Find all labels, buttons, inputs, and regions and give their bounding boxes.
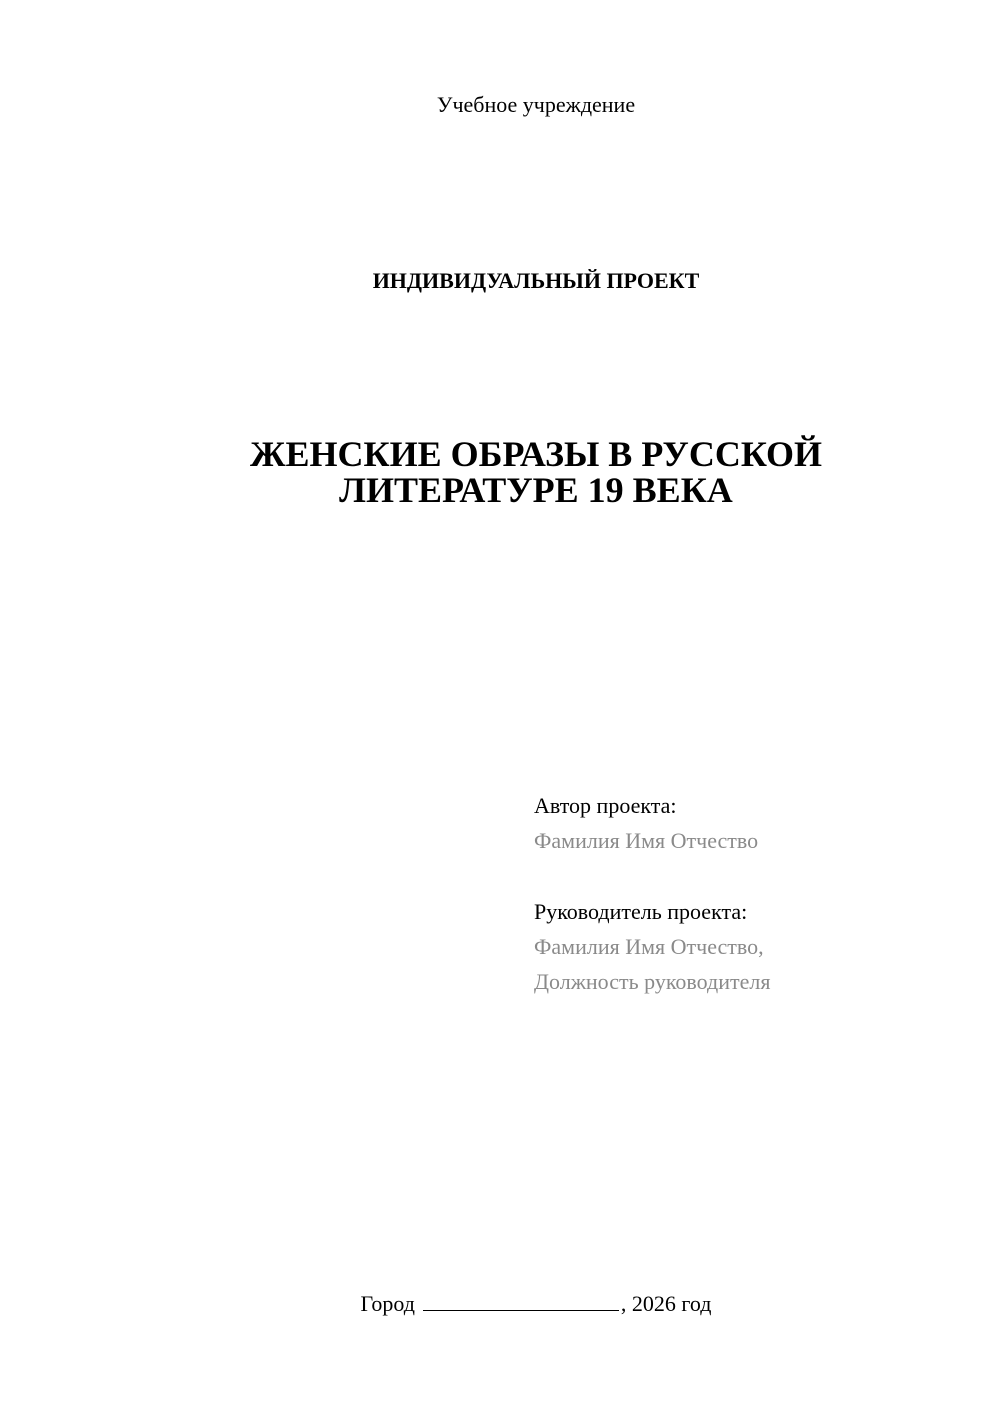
year-text: , 2026 год <box>620 1291 712 1316</box>
project-title-line-2: ЛИТЕРАТУРЕ 19 ВЕКА <box>339 470 733 510</box>
author-name-placeholder: Фамилия Имя Отчество <box>534 828 759 853</box>
project-title <box>0 436 1000 508</box>
city-blank-line <box>423 1292 619 1311</box>
city-label: Город <box>360 1291 415 1316</box>
institution-name: Учебное учреждение <box>436 92 636 117</box>
author-label: Автор проекта: <box>534 793 677 818</box>
supervisor-block <box>534 894 770 999</box>
supervisor-label: Руководитель проекта: <box>534 899 748 924</box>
supervisor-position-placeholder: Должность руководителя <box>534 969 771 994</box>
supervisor-name-placeholder: Фамилия Имя Отчество, <box>534 934 764 959</box>
footer-city-year <box>0 1290 1000 1318</box>
project-title-line-1: ЖЕНСКИЕ ОБРАЗЫ В РУССКОЙ <box>249 434 823 474</box>
project-type-heading: ИНДИВИДУАЛЬНЫЙ ПРОЕКТ <box>372 268 700 293</box>
author-block <box>534 788 758 858</box>
